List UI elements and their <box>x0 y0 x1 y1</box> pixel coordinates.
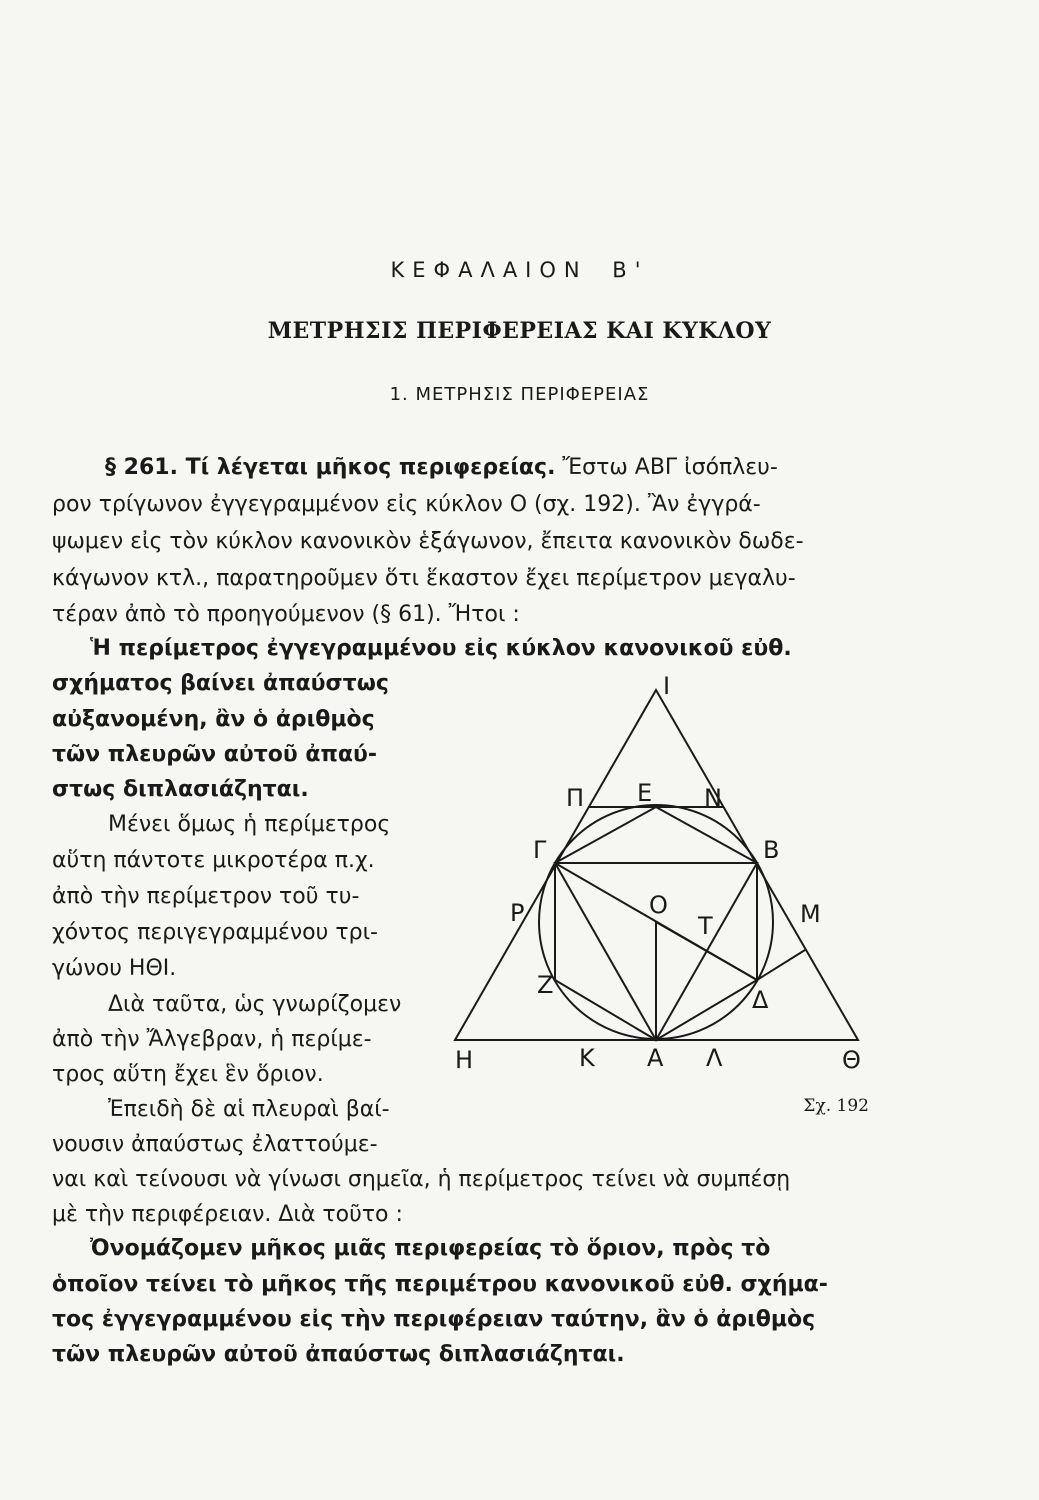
theorem-line: Ἡ περίμετρος ἐγγεγραμμένου εἰς κύκλον κανονικοῦ εὐθ. <box>90 636 792 661</box>
definition-line: ὁποῖον τείνει τὸ μῆκος τῆς περιμέτρου κανονικοῦ εὐθ. σχήμα- <box>52 1272 828 1297</box>
label-L: Λ <box>706 1044 723 1072</box>
theorem-line: στως διπλασιάζηται. <box>52 777 309 802</box>
label-G: Γ <box>533 836 547 864</box>
paragraph-line: αὕτη πάντοτε μικροτέρα π.χ. <box>52 848 375 873</box>
section-heading: 1. ΜΕΤΡΗΣΙΣ ΠΕΡΙΦΕΡΕΙΑΣ <box>389 384 650 405</box>
label-P: Π <box>566 784 585 812</box>
paragraph-line: μὲ τὴν περιφέρειαν. Διὰ τοῦτο : <box>52 1202 403 1227</box>
figure-caption: Σχ. 192 <box>803 1096 869 1116</box>
paragraph-line: γώνου ΗΘΙ. <box>52 956 177 981</box>
label-I: Ι <box>663 672 671 700</box>
paragraph-line: ναι καὶ τείνουσι νὰ γίνωσι σημεῖα, ἡ περίμετρος τείνει νὰ συμπέσῃ <box>52 1167 791 1192</box>
paragraph-line: ψωμεν εἰς τὸν κύκλον κανονικὸν ἑξάγωνον, ἔπειτα κανονικὸν δωδε- <box>52 529 804 554</box>
paragraph-line: Μένει ὅμως ἡ περίμετρος <box>108 812 391 837</box>
paragraph-line: ρον τρίγωνον ἐγγεγραμμένον εἰς κύκλον Ο (σχ. 192). Ἂν ἐγγρά- <box>52 492 761 517</box>
label-R: Ρ <box>510 899 525 927</box>
hexagon-side <box>656 980 757 1040</box>
paragraph-line: ἀπὸ τὴν Ἄλγεβραν, ἡ περίμε- <box>52 1027 372 1052</box>
theorem-line: τῶν πλευρῶν αὐτοῦ ἀπαύ- <box>52 742 378 767</box>
label-H: Η <box>455 1046 474 1074</box>
paragraph-line: νουσιν ἀπαύστως ἐλαττούμε- <box>52 1132 378 1157</box>
paragraph-text: Ἔστω ΑΒΓ ἰσόπλευ- <box>555 455 778 480</box>
paragraph-line: χόντος περιγεγραμμένου τρι- <box>52 920 378 945</box>
paragraph-heading: § 261. Τί λέγεται μῆκος περιφερείας. <box>105 455 556 480</box>
label-Th: Θ <box>842 1046 861 1074</box>
label-D: Δ <box>752 986 769 1014</box>
label-E: Ε <box>637 779 653 807</box>
label-Z: Ζ <box>537 971 554 999</box>
hexagon-side <box>555 980 656 1040</box>
label-M: Μ <box>800 900 821 928</box>
paragraph-line: ἀπὸ τὴν περίμετρον τοῦ τυ- <box>52 884 360 909</box>
label-T: Τ <box>698 912 713 940</box>
paragraph-line: Διὰ ταῦτα, ὡς γνωρίζομεν <box>108 992 402 1017</box>
label-K: Κ <box>579 1044 595 1072</box>
paragraph-line: τρος αὕτη ἔχει ἓν ὅριον. <box>52 1062 324 1087</box>
paragraph-line: τέραν ἀπὸ τὸ προηγούμενον (§ 61). Ἤτοι : <box>52 602 520 627</box>
label-O: Ο <box>649 891 668 919</box>
theorem-line: σχήματος βαίνει ἀπαύστως <box>52 671 389 696</box>
label-B: Β <box>763 836 780 864</box>
paragraph-line: Ἐπειδὴ δὲ αἱ πλευραὶ βαί- <box>108 1097 390 1122</box>
paragraph-line: κάγωνον κτλ., παρατηροῦμεν ὅτι ἕκαστον ἔχει περίμετρον μεγαλυ- <box>52 566 796 591</box>
label-N: Ν <box>704 784 722 812</box>
label-A: Α <box>647 1044 664 1072</box>
theorem-line: αὐξανομένη, ἂν ὁ ἀριθμὸς <box>52 707 375 732</box>
definition-line: τος ἐγγεγραμμένου εἰς τὴν περιφέρειαν ταύτην, ἂν ὁ ἀριθμὸς <box>52 1307 816 1332</box>
definition-line: τῶν πλευρῶν αὐτοῦ ἀπαύστως διπλασιάζηται. <box>52 1342 625 1367</box>
definition-line: Ὀνομάζομεν μῆκος μιᾶς περιφερείας τὸ ὅριον, πρὸς τὸ <box>90 1236 771 1261</box>
chapter-title: ΜΕΤΡΗΣΙΣ ΠΕΡΙΦΕΡΕΙΑΣ ΚΑΙ ΚΥΚΛΟΥ <box>267 318 772 344</box>
chapter-heading: ΚΕΦΑΛΑΙΟΝ Β' <box>390 258 649 282</box>
